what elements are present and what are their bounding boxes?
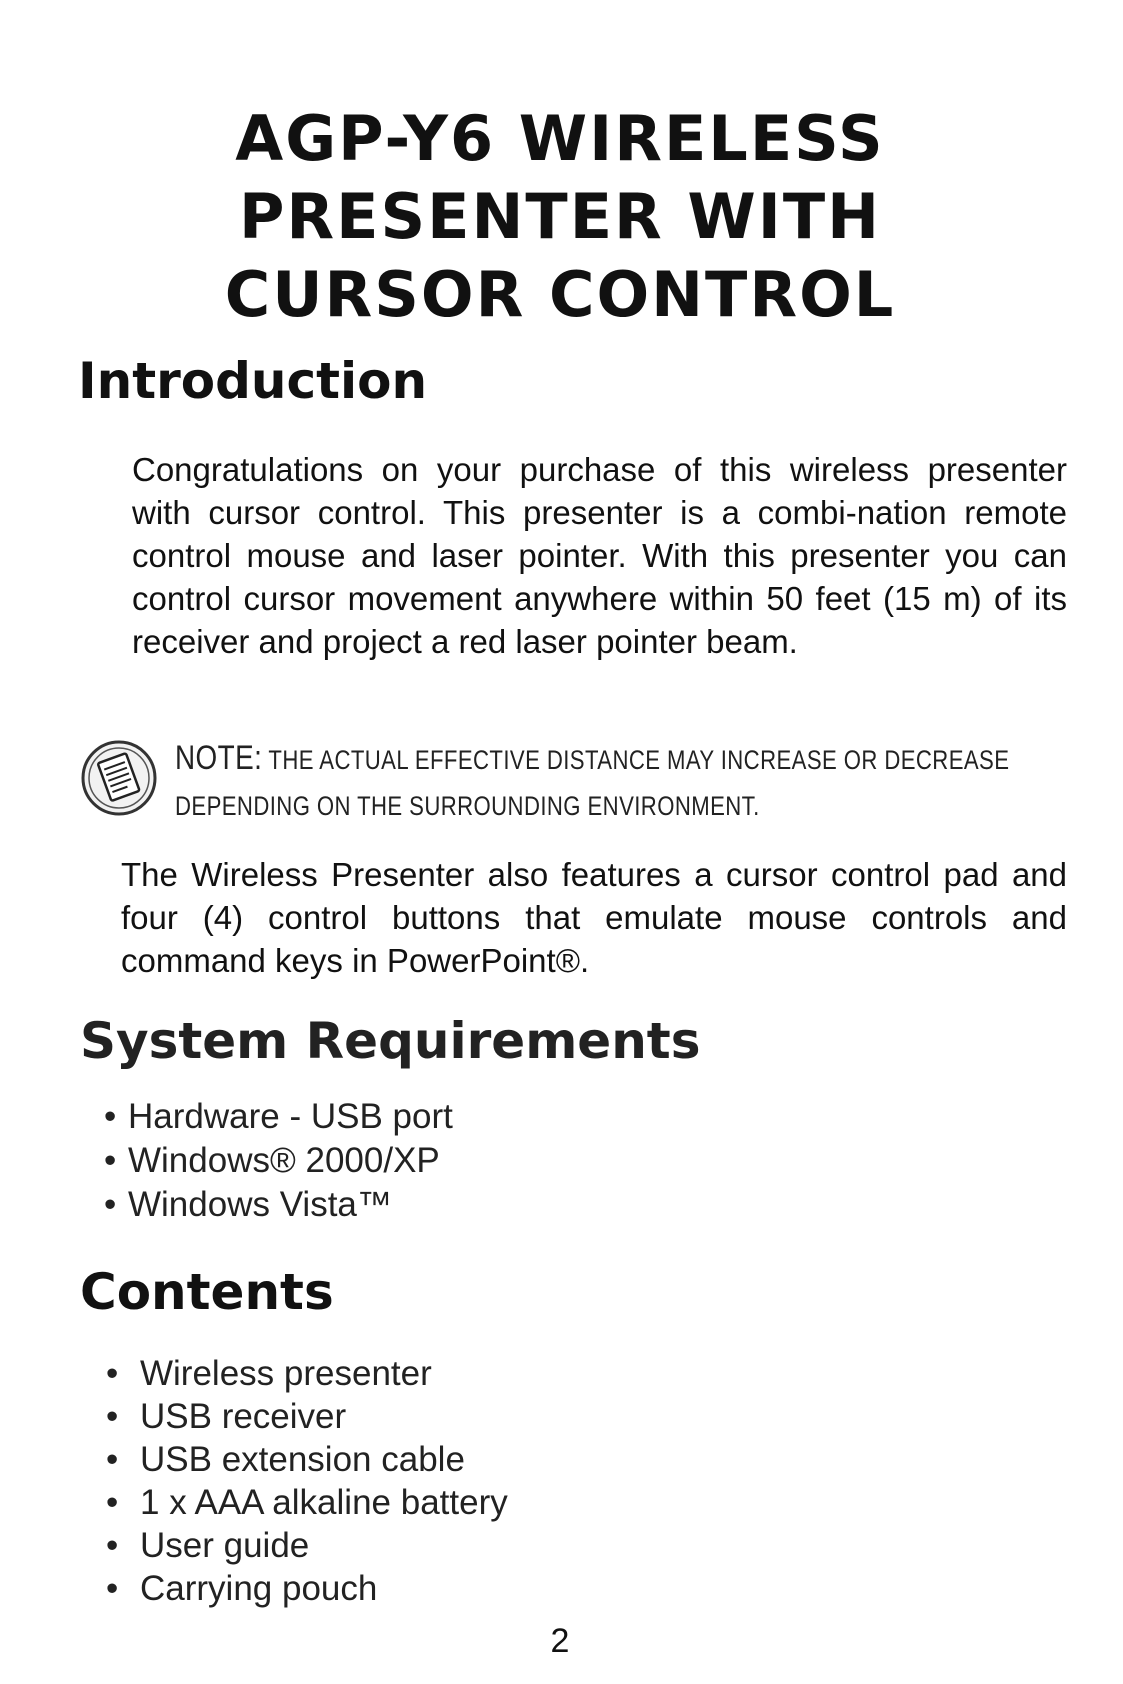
document-title bbox=[150, 100, 970, 334]
title-line-2: PRESENTER WITH bbox=[238, 180, 882, 253]
system-requirements-heading: System Requirements bbox=[80, 1012, 701, 1070]
page-number: 2 bbox=[550, 1622, 570, 1660]
contents-heading: Contents bbox=[80, 1263, 334, 1321]
system-requirements-list bbox=[104, 1095, 453, 1227]
note-body: THE ACTUAL EFFECTIVE DISTANCE MAY INCREASE OR DECREASE DEPENDING ON THE SURROUNDING ENVIRONMENT. bbox=[175, 745, 1010, 821]
introduction-paragraph: Congratulations on your purchase of this wireless presenter with cursor control. This presenter is a combi-nation remote control mouse and laser pointer. With this presenter you can control cursor movement anywhere within 50 feet (15 m) of its receiver and project a red laser pointer beam. bbox=[132, 451, 1067, 660]
list-item: • Windows® 2000/XP bbox=[104, 1139, 453, 1183]
list-item: • Wireless presenter bbox=[106, 1352, 508, 1395]
list-item: • Windows Vista™ bbox=[104, 1183, 453, 1227]
introduction-heading: Introduction bbox=[78, 352, 428, 410]
list-item: • User guide bbox=[106, 1524, 508, 1567]
notepad-icon bbox=[80, 739, 158, 817]
features-paragraph: The Wireless Presenter also features a cursor control pad and four (4) control buttons that emulate mouse controls and command keys in PowerPoint®. bbox=[121, 856, 1067, 979]
list-item: • Hardware - USB port bbox=[104, 1095, 453, 1139]
contents-list bbox=[106, 1352, 508, 1610]
note-text bbox=[175, 735, 1044, 829]
list-item: • Carrying pouch bbox=[106, 1567, 508, 1610]
list-item: • 1 x AAA alkaline battery bbox=[106, 1481, 508, 1524]
title-line-3: CURSOR CONTROL bbox=[224, 258, 896, 331]
note-callout bbox=[80, 735, 1060, 835]
note-label: NOTE: bbox=[175, 739, 263, 777]
list-item: • USB extension cable bbox=[106, 1438, 508, 1481]
list-item: • USB receiver bbox=[106, 1395, 508, 1438]
title-line-1: AGP-Y6 WIRELESS bbox=[235, 102, 885, 175]
